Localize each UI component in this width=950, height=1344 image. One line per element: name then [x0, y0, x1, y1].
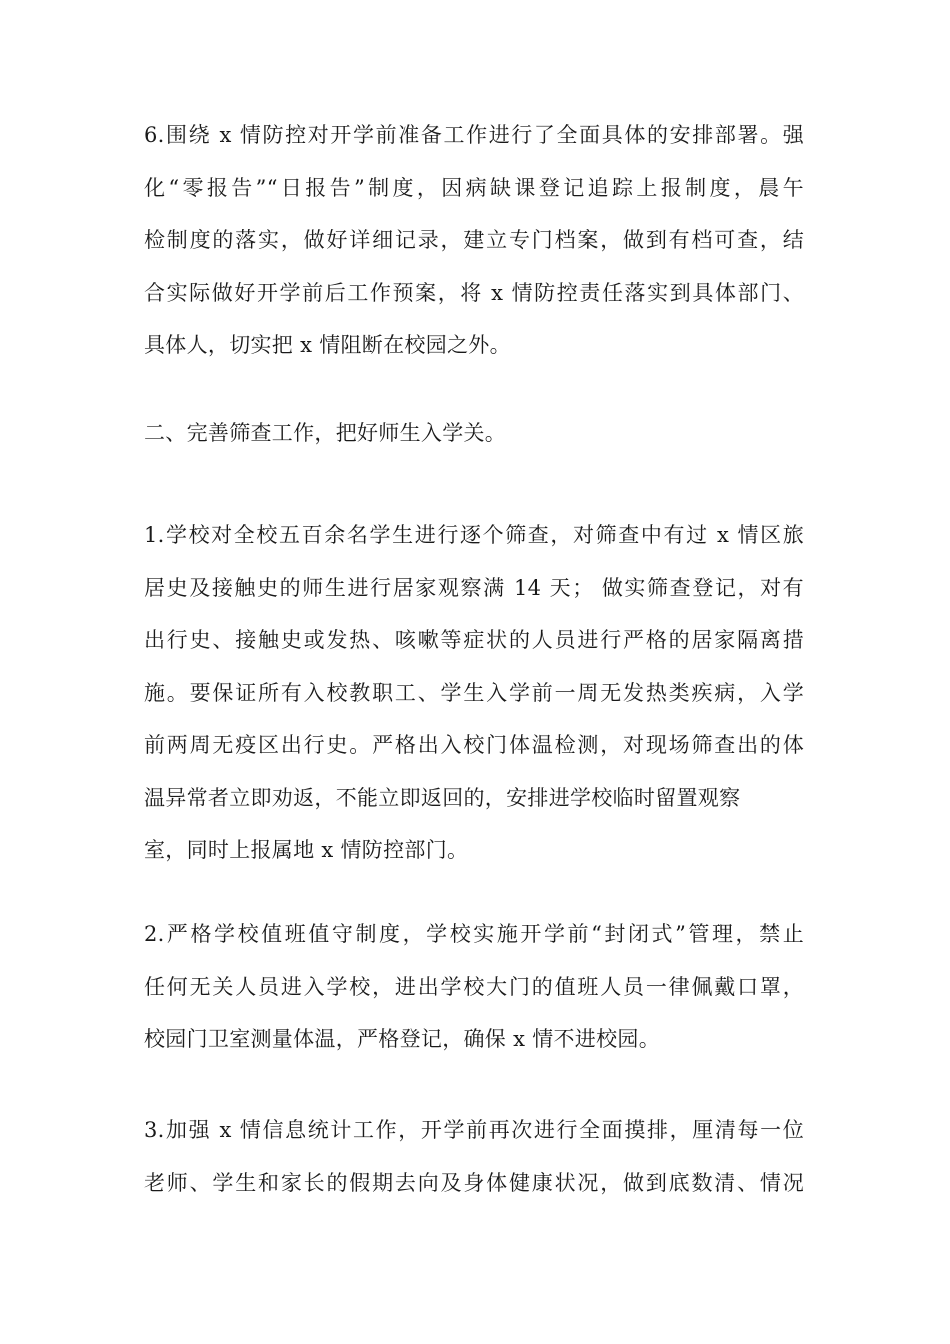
text-line: 任何无关人员进入学校，进出学校大门的值班人员一律佩戴口罩，	[144, 974, 804, 999]
paragraph-item-2	[144, 908, 804, 1066]
text-line: 合实际做好开学前后工作预案，将 x 情防控责任落实到具体部门、	[144, 280, 804, 305]
text-line: 具体人，切实把 x 情阻断在校园之外。	[144, 333, 511, 357]
text-line: 室，同时上报属地 x 情防控部门。	[144, 838, 469, 862]
text-line: 居史及接触史的师生进行居家观察满 14 天； 做实筛查登记，对有	[144, 575, 804, 600]
text-line: 老师、学生和家长的假期去向及身体健康状况，做到底数清、情况	[144, 1170, 804, 1195]
paragraph-item-3	[144, 1104, 804, 1209]
paragraph-item-1	[144, 509, 804, 877]
text-line: 检制度的落实，做好详细记录，建立专门档案，做到有档可查，结	[144, 228, 804, 252]
text-line: 3.加强 x 情信息统计工作，开学前再次进行全面摸排，厘清每一位	[144, 1118, 804, 1142]
text-line: 出行史、接触史或发热、咳嗽等症状的人员进行严格的居家隔离措	[144, 628, 804, 652]
paragraph-item-6	[144, 109, 804, 372]
text-line: 施。要保证所有入校教职工、学生入学前一周无发热类疾病，入学	[144, 680, 804, 705]
text-line: 2.严格学校值班值守制度，学校实施开学前“封闭式”管理，禁止	[144, 922, 804, 946]
text-line: 二、完善筛查工作，把好师生入学关。	[144, 421, 507, 445]
text-line: 校园门卫室测量体温，严格登记，确保 x 情不进校园。	[144, 1027, 660, 1051]
text-line: 化“零报告”“日报告”制度，因病缺课登记追踪上报制度，晨午	[144, 175, 804, 200]
text-line: 6.围绕 x 情防控对开学前准备工作进行了全面具体的安排部署。强	[144, 123, 804, 147]
text-line: 温异常者立即劝返，不能立即返回的，安排进学校临时留置观察	[144, 785, 741, 810]
text-line: 前两周无疫区出行史。严格出入校门体温检测，对现场筛查出的体	[144, 733, 804, 757]
text-line: 1.学校对全校五百余名学生进行逐个筛查，对筛查中有过 x 情区旅	[144, 523, 804, 547]
section-heading	[144, 407, 804, 460]
